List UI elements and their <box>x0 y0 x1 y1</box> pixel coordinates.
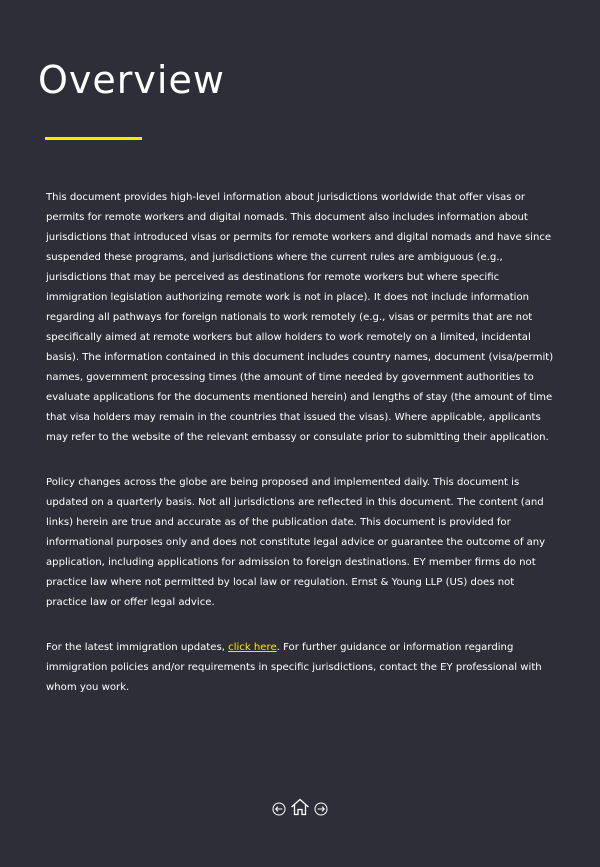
immigration-updates-link[interactable]: click here <box>228 642 277 653</box>
overview-content <box>46 188 554 723</box>
page-navigation <box>0 798 600 816</box>
arrow-left-circle-icon <box>272 802 286 816</box>
previous-page-button[interactable] <box>272 802 286 816</box>
home-button[interactable] <box>290 798 310 816</box>
home-icon <box>290 798 310 816</box>
arrow-right-circle-icon <box>314 802 328 816</box>
title-underline <box>45 137 142 140</box>
overview-paragraph-2: Policy changes across the globe are being proposed and implemented daily. This document is updated on a quarterly basis. Not all jurisdictions are reflected in this document. The content (and links) herein are true and accurate as of the publication date. This document is provided for informational purposes only and does not constitute legal advice or guarantee the outcome of any application, including applications for admission to foreign destinations. EY member firms do not practice law where not permitted by local law or regulation. Ernst & Young LLP (US) does not practice law or offer legal advice. <box>46 477 546 608</box>
paragraph-3-trailing-text: . For further guidance or information regarding immigration policies and/or requirements in specific jurisdictions, contact the EY professional with whom you work. <box>46 642 542 693</box>
page-title: Overview <box>38 58 225 102</box>
overview-paragraph-3 <box>46 638 554 698</box>
overview-paragraph-1: This document provides high-level information about jurisdictions worldwide that offer visas or permits for remote workers and digital nomads. This document also includes information about jurisdictions that introduced visas or permits for remote workers and digital nomads and have since suspended these programs, and jurisdictions where the current rules are ambiguous (e.g., jurisdictions that may be perceived as destinations for remote workers but where specific immigration legislation authorizing remote work is not in place). It does not include information regarding all pathways for foreign nationals to work remotely (e.g., visas or permits that are not specifically aimed at remote workers but allow holders to work remotely on a limited, incidental basis). The information contained in this document includes country names, document (visa/permit) names, government processing times (the amount of time needed by government authorities to evaluate applications for the documents mentioned herein) and lengths of stay (the amount of time that visa holders may remain in the countries that issued the visas). Where applicable, applicants may refer to the website of the relevant embassy or consulate prior to submitting their application. <box>46 192 554 443</box>
paragraph-3-lead-text: For the latest immigration updates, <box>46 642 229 653</box>
next-page-button[interactable] <box>314 802 328 816</box>
